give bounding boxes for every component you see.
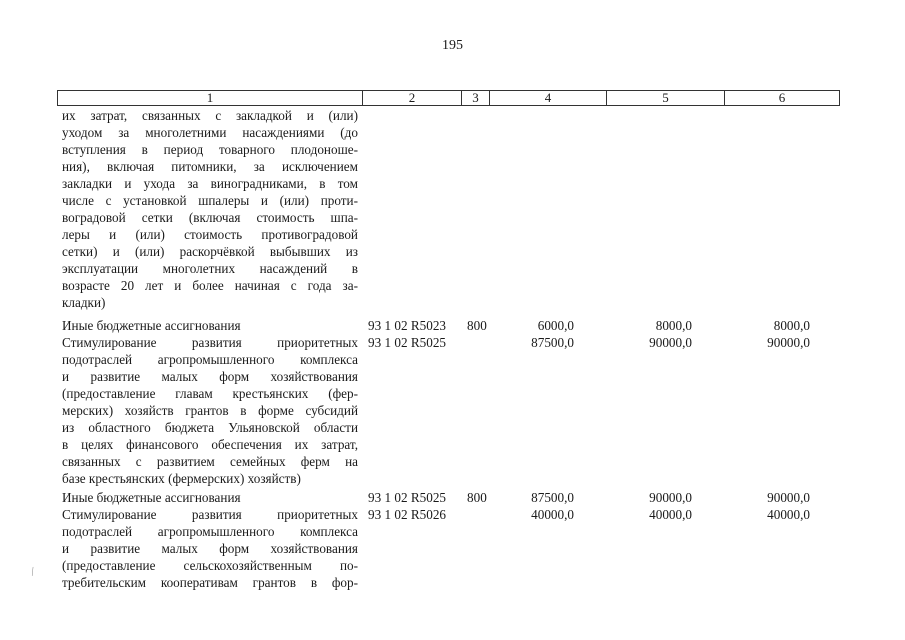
row-value-col6: 40000,0 — [767, 507, 810, 522]
description-line: и развитие малых форм хозяйствования — [62, 369, 358, 384]
column-header-1: 1 — [58, 91, 363, 105]
row-type: 800 — [467, 490, 487, 505]
description-line: мерских) хозяйств грантов в форме субсидий — [62, 403, 358, 418]
description-line: уходом за многолетними насаждениями (до — [62, 125, 358, 140]
column-header-4: 4 — [490, 91, 607, 105]
description-line: из областного бюджета Ульяновской области — [62, 420, 358, 435]
description-line: эксплуатации многолетних насаждений в — [62, 261, 358, 276]
description-line: ния), включая питомники, за исключением — [62, 159, 358, 174]
description-line: в целях финансового обеспечения их затрат, — [62, 437, 358, 452]
description-line: леры и (или) стоимость противоградовой — [62, 227, 358, 242]
row-value-col5: 40000,0 — [649, 507, 692, 522]
row-code: 93 1 02 R5023 — [368, 318, 447, 333]
row-value-col5: 90000,0 — [649, 490, 692, 505]
description-line: подотраслей агропромышленного комплекса — [62, 352, 358, 367]
description-line: воградовой сетки (включая стоимость шпа- — [62, 210, 358, 225]
description-line: (предоставление главам крестьянских (фер- — [62, 386, 358, 401]
description-line: возрасте 20 лет и более начиная с года за- — [62, 278, 358, 293]
row-value-col6: 8000,0 — [773, 318, 810, 333]
row-value-col4: 6000,0 — [537, 318, 574, 333]
column-header-5: 5 — [607, 91, 725, 105]
page-number: 195 — [442, 38, 463, 53]
row-value-col4: 87500,0 — [531, 490, 574, 505]
description-line: требительским кооперативам грантов в фор- — [62, 575, 358, 590]
description-line: и развитие малых форм хозяйствования — [62, 541, 358, 556]
row-value-col4: 87500,0 — [531, 335, 574, 350]
description-line: сетки) и (или) раскорчёвкой выбывших из — [62, 244, 358, 259]
description-line: закладки и ухода за виноградниками, в том — [62, 176, 358, 191]
scan-mark: ⁄ — [29, 566, 37, 578]
row-value-col5: 8000,0 — [655, 318, 692, 333]
row-code: 93 1 02 R5025 — [368, 490, 447, 505]
description-line: подотраслей агропромышленного комплекса — [62, 524, 358, 539]
row-description: Иные бюджетные ассигнования — [62, 318, 241, 333]
description-line: числе с установкой шпалеры и (или) проти- — [62, 193, 358, 208]
column-header-6: 6 — [778, 90, 786, 105]
description-line: базе крестьянских (фермерских) хозяйств) — [62, 471, 301, 486]
row-value-col5: 90000,0 — [649, 335, 692, 350]
description-line: вступления в период товарного плодоноше- — [62, 142, 358, 157]
description-line: (предоставление сельскохозяйственным по- — [62, 558, 358, 573]
description-line: Стимулирование развития приоритетных — [62, 335, 358, 350]
description-line: их затрат, связанных с закладкой и (или) — [62, 108, 358, 123]
row-code: 93 1 02 R5026 — [368, 507, 447, 522]
description-line: связанных с развитием семейных ферм на — [62, 454, 358, 469]
row-value-col6: 90000,0 — [767, 335, 810, 350]
row-code: 93 1 02 R5025 — [368, 335, 447, 350]
row-description: Иные бюджетные ассигнования — [62, 490, 241, 505]
description-line: Стимулирование развития приоритетных — [62, 507, 358, 522]
row-value-col4: 40000,0 — [531, 507, 574, 522]
column-header-3: 3 — [462, 91, 490, 105]
row-value-col6: 90000,0 — [767, 490, 810, 505]
column-header-2: 2 — [363, 91, 462, 105]
row-type: 800 — [467, 318, 487, 333]
description-line: кладки) — [62, 295, 106, 310]
